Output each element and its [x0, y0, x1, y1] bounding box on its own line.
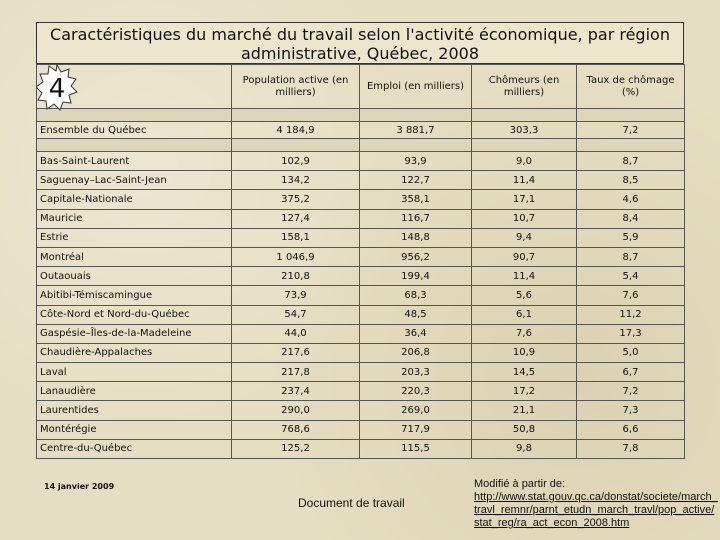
- emploi-value: 48,5: [360, 305, 472, 324]
- chomeurs-value: 90,7: [472, 247, 577, 266]
- chomeurs-value: 9,8: [472, 439, 577, 458]
- page-title: [36, 22, 684, 64]
- table-row: [37, 305, 685, 324]
- chomeurs-value: 11,4: [472, 171, 577, 190]
- total-population: 4 184,9: [232, 122, 360, 139]
- emploi-value: 717,9: [360, 420, 472, 439]
- badge-number: 4: [48, 74, 66, 104]
- chomeurs-value: 6,1: [472, 305, 577, 324]
- emploi-value: 269,0: [360, 401, 472, 420]
- total-taux: 7,2: [577, 122, 685, 139]
- region-name: Lanaudière: [37, 382, 232, 401]
- emploi-value: 122,7: [360, 171, 472, 190]
- emploi-value: 220,3: [360, 382, 472, 401]
- emploi-value: 199,4: [360, 267, 472, 286]
- emploi-value: 203,3: [360, 363, 472, 382]
- taux-chomage-value: 7,8: [577, 439, 685, 458]
- header-emploi: Emploi (en milliers): [360, 65, 472, 109]
- emploi-value: 116,7: [360, 209, 472, 228]
- table-row: [37, 171, 685, 190]
- population-active-value: 290,0: [232, 401, 360, 420]
- region-name: Côte-Nord et Nord-du-Québec: [37, 305, 232, 324]
- chomeurs-value: 50,8: [472, 420, 577, 439]
- page-title-text: Caractéristiques du marché du travail selon l'activité économique, par région administrative, Québec, 2008: [50, 25, 670, 63]
- table-row: [37, 420, 685, 439]
- region-name: Saguenay–Lac-Saint-Jean: [37, 171, 232, 190]
- chomeurs-value: 14,5: [472, 363, 577, 382]
- chomeurs-value: 17,1: [472, 190, 577, 209]
- separator-row: [37, 109, 685, 122]
- emploi-value: 93,9: [360, 152, 472, 171]
- population-active-value: 1 046,9: [232, 247, 360, 266]
- emploi-value: 206,8: [360, 343, 472, 362]
- population-active-value: 125,2: [232, 439, 360, 458]
- table-row: [37, 286, 685, 305]
- total-emploi: 3 881,7: [360, 122, 472, 139]
- footer-source-link[interactable]: http://www.stat.gouv.qc.ca/donstat/societe/march_travl_remnr/parnt_etudn_march_travl/pop_active/stat_reg/ra_act_econ_2008.htm: [474, 491, 718, 529]
- population-active-value: 158,1: [232, 228, 360, 247]
- region-name: Capitale-Nationale: [37, 190, 232, 209]
- data-table: [36, 64, 685, 459]
- taux-chomage-value: 6,6: [577, 420, 685, 439]
- chomeurs-value: 10,9: [472, 343, 577, 362]
- region-name: Outaouais: [37, 267, 232, 286]
- footer-date: 14 janvier 2009: [44, 482, 115, 491]
- region-name: Chaudière-Appalaches: [37, 343, 232, 362]
- table-row: [37, 247, 685, 266]
- table-row: [37, 439, 685, 458]
- population-active-value: 217,8: [232, 363, 360, 382]
- population-active-value: 73,9: [232, 286, 360, 305]
- chomeurs-value: 7,6: [472, 324, 577, 343]
- population-active-value: 54,7: [232, 305, 360, 324]
- emploi-value: 115,5: [360, 439, 472, 458]
- region-name: Abitibi-Témiscamingue: [37, 286, 232, 305]
- taux-chomage-value: 5,4: [577, 267, 685, 286]
- chomeurs-value: 17,2: [472, 382, 577, 401]
- emploi-value: 36,4: [360, 324, 472, 343]
- taux-chomage-value: 5,0: [577, 343, 685, 362]
- chomeurs-value: 5,6: [472, 286, 577, 305]
- taux-chomage-value: 17,3: [577, 324, 685, 343]
- table-row: [37, 363, 685, 382]
- table-row: [37, 382, 685, 401]
- region-name: Gaspésie–Îles-de-la-Madeleine: [37, 324, 232, 343]
- population-active-value: 134,2: [232, 171, 360, 190]
- taux-chomage-value: 11,2: [577, 305, 685, 324]
- chomeurs-value: 10,7: [472, 209, 577, 228]
- chomeurs-value: 9,4: [472, 228, 577, 247]
- population-active-value: 44,0: [232, 324, 360, 343]
- table-row: [37, 324, 685, 343]
- emploi-value: 956,2: [360, 247, 472, 266]
- chomeurs-value: 21,1: [472, 401, 577, 420]
- footer-document-label: Document de travail: [298, 496, 405, 510]
- region-name: Montréal: [37, 247, 232, 266]
- table-row: [37, 343, 685, 362]
- population-active-value: 210,8: [232, 267, 360, 286]
- region-name: Laurentides: [37, 401, 232, 420]
- region-name: Centre-du-Québec: [37, 439, 232, 458]
- taux-chomage-value: 8,7: [577, 247, 685, 266]
- total-region: Ensemble du Québec: [37, 122, 232, 139]
- taux-chomage-value: 4,6: [577, 190, 685, 209]
- header-chomeurs: Chômeurs (en milliers): [472, 65, 577, 109]
- population-active-value: 768,6: [232, 420, 360, 439]
- separator-row: [37, 139, 685, 152]
- region-name: Laval: [37, 363, 232, 382]
- population-active-value: 237,4: [232, 382, 360, 401]
- footer-source: [474, 478, 718, 530]
- emploi-value: 68,3: [360, 286, 472, 305]
- chomeurs-value: 11,4: [472, 267, 577, 286]
- population-active-value: 102,9: [232, 152, 360, 171]
- table-number-badge: [36, 64, 78, 114]
- table-header-row: [37, 65, 685, 109]
- region-name: Estrie: [37, 228, 232, 247]
- emploi-value: 358,1: [360, 190, 472, 209]
- total-row: [37, 122, 685, 139]
- emploi-value: 148,8: [360, 228, 472, 247]
- taux-chomage-value: 5,9: [577, 228, 685, 247]
- taux-chomage-value: 8,4: [577, 209, 685, 228]
- region-name: Bas-Saint-Laurent: [37, 152, 232, 171]
- total-chomeurs: 303,3: [472, 122, 577, 139]
- table-row: [37, 190, 685, 209]
- region-name: Mauricie: [37, 209, 232, 228]
- taux-chomage-value: 8,7: [577, 152, 685, 171]
- taux-chomage-value: 6,7: [577, 363, 685, 382]
- taux-chomage-value: 7,3: [577, 401, 685, 420]
- taux-chomage-value: 7,6: [577, 286, 685, 305]
- table-row: [37, 209, 685, 228]
- table-row: [37, 152, 685, 171]
- region-name: Montérégie: [37, 420, 232, 439]
- header-population-active: Population active (en milliers): [232, 65, 360, 109]
- chomeurs-value: 9,0: [472, 152, 577, 171]
- table-row: [37, 267, 685, 286]
- taux-chomage-value: 8,5: [577, 171, 685, 190]
- population-active-value: 217,6: [232, 343, 360, 362]
- table-row: [37, 401, 685, 420]
- header-taux-chomage: Taux de chômage (%): [577, 65, 685, 109]
- population-active-value: 375,2: [232, 190, 360, 209]
- population-active-value: 127,4: [232, 209, 360, 228]
- table-row: [37, 228, 685, 247]
- taux-chomage-value: 7,2: [577, 382, 685, 401]
- footer-source-label: Modifié à partir de:: [474, 478, 566, 490]
